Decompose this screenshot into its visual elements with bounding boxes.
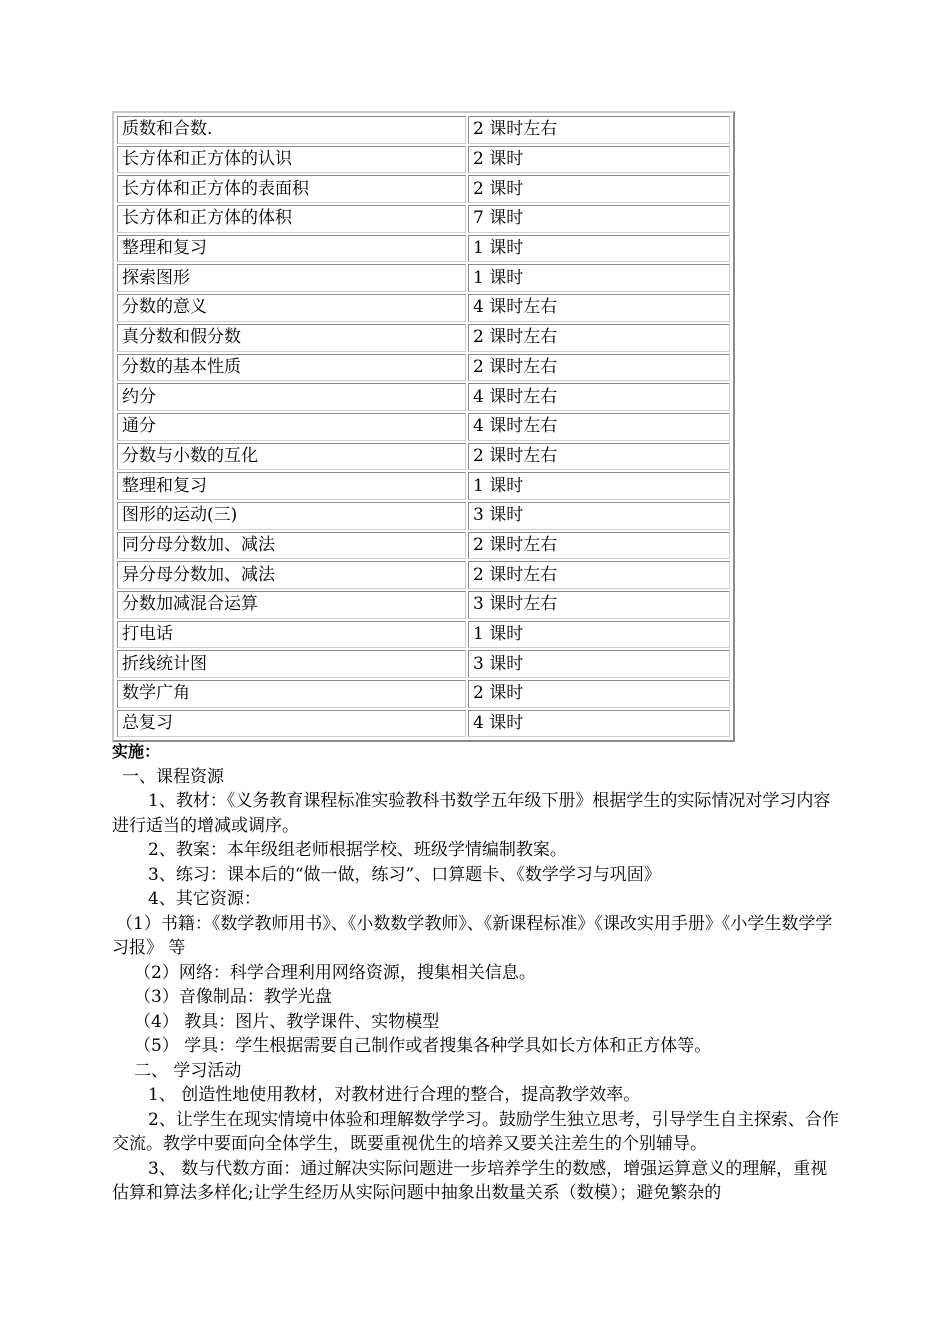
hours-cell: 2 课时左右 <box>468 561 730 589</box>
table-row <box>117 175 730 203</box>
part1-sub4: （4） 教具：图片、教学课件、实物模型 <box>134 1011 440 1032</box>
table-row <box>117 443 730 471</box>
schedule-table <box>115 114 732 739</box>
part1-sub2: （2）网络：科学合理利用网络资源，搜集相关信息。 <box>134 962 536 983</box>
hours-cell: 4 课时 <box>468 710 730 738</box>
topic-cell: 同分母分数加、减法 <box>117 532 466 560</box>
hours-cell: 2 课时左右 <box>468 443 730 471</box>
topic-cell: 折线统计图 <box>117 650 466 678</box>
hours-cell: 1 课时 <box>468 621 730 649</box>
table-row <box>117 235 730 263</box>
table-row <box>117 146 730 174</box>
hours-cell: 3 课时 <box>468 650 730 678</box>
hours-cell: 2 课时左右 <box>468 116 730 144</box>
part1-title: 一、课程资源 <box>122 766 224 787</box>
part2-item3: 3、 数与代数方面：通过解决实际问题进一步培养学生的数感，增强运算意义的理解，重视估算和算法多样化;让学生经历从实际问题中抽象出数量关系（数模）；避免繁杂的 <box>112 1158 828 1203</box>
hours-cell: 1 课时 <box>468 235 730 263</box>
topic-cell: 整理和复习 <box>117 472 466 500</box>
hours-cell: 2 课时 <box>468 175 730 203</box>
topic-cell: 长方体和正方体的认识 <box>117 146 466 174</box>
implementation-section <box>112 740 842 1206</box>
table-row <box>117 116 730 144</box>
table-row <box>117 680 730 708</box>
topic-cell: 整理和复习 <box>117 235 466 263</box>
topic-cell: 分数与小数的互化 <box>117 443 466 471</box>
hours-cell: 3 课时左右 <box>468 591 730 619</box>
topic-cell: 分数的意义 <box>117 294 466 322</box>
topic-cell: 通分 <box>117 413 466 441</box>
part2-title: 二、 学习活动 <box>134 1060 242 1081</box>
table-row <box>117 264 730 292</box>
topic-cell: 分数的基本性质 <box>117 354 466 382</box>
topic-cell: 打电话 <box>117 621 466 649</box>
table-row <box>117 472 730 500</box>
hours-cell: 7 课时 <box>468 205 730 233</box>
hours-cell: 4 课时左右 <box>468 383 730 411</box>
part1-item4: 4、其它资源： <box>148 889 261 909</box>
part2-item2: 2、让学生在现实情境中体验和理解数学学习。鼓励学生独立思考，引导学生自主探索、合作交流。教学中要面向全体学生，既要重视优生的培养又要关注差生的个别辅导。 <box>112 1109 839 1154</box>
topic-cell: 图形的运动(三) <box>117 502 466 530</box>
part1-item1: 1、教材：《义务教育课程标准实验教科书数学五年级下册》根据学生的实际情况对学习内容进行适当的增减或调序。 <box>112 791 831 836</box>
topic-cell: 长方体和正方体的体积 <box>117 205 466 233</box>
topic-cell: 真分数和假分数 <box>117 324 466 352</box>
topic-cell: 约分 <box>117 383 466 411</box>
part1-item3: 3、练习：课本后的“做一做，练习”、口算题卡、《数学学习与巩固》 <box>148 864 661 885</box>
part1-sub3: （3）音像制品：教学光盘 <box>134 987 332 1007</box>
table-row <box>117 561 730 589</box>
topic-cell: 数学广角 <box>117 680 466 708</box>
hours-cell: 4 课时左右 <box>468 294 730 322</box>
hours-cell: 4 课时左右 <box>468 413 730 441</box>
table-row <box>117 324 730 352</box>
schedule-table-frame <box>112 111 735 742</box>
section-heading: 实施： <box>112 742 161 761</box>
hours-cell: 2 课时左右 <box>468 532 730 560</box>
table-row <box>117 383 730 411</box>
table-row <box>117 354 730 382</box>
hours-cell: 3 课时 <box>468 502 730 530</box>
hours-cell: 1 课时 <box>468 264 730 292</box>
hours-cell: 2 课时 <box>468 680 730 708</box>
hours-cell: 2 课时左右 <box>468 354 730 382</box>
table-row <box>117 294 730 322</box>
topic-cell: 探索图形 <box>117 264 466 292</box>
table-row <box>117 710 730 738</box>
hours-cell: 2 课时左右 <box>468 324 730 352</box>
topic-cell: 异分母分数加、减法 <box>117 561 466 589</box>
table-row <box>117 650 730 678</box>
hours-cell: 1 课时 <box>468 472 730 500</box>
hours-cell: 2 课时 <box>468 146 730 174</box>
part1-sub5: （5） 学具：学生根据需要自己制作或者搜集各种学具如长方体和正方体等。 <box>134 1036 712 1056</box>
table-row <box>117 502 730 530</box>
table-row <box>117 413 730 441</box>
table-row <box>117 591 730 619</box>
part2-item1: 1、 创造性地使用教材，对教材进行合理的整合，提高教学效率。 <box>148 1085 641 1105</box>
table-row <box>117 621 730 649</box>
part1-sub1: （1）书籍：《数学教师用书》、《小数数学教师》、《新课程标准》《课改实用手册》《小学生数学学习报》 等 <box>112 913 833 958</box>
topic-cell: 质数和合数. <box>117 116 466 144</box>
table-row <box>117 532 730 560</box>
part1-item2: 2、教案：本年级组老师根据学校、班级学情编制教案。 <box>148 840 567 860</box>
table-row <box>117 205 730 233</box>
topic-cell: 长方体和正方体的表面积 <box>117 175 466 203</box>
topic-cell: 总复习 <box>117 710 466 738</box>
topic-cell: 分数加减混合运算 <box>117 591 466 619</box>
